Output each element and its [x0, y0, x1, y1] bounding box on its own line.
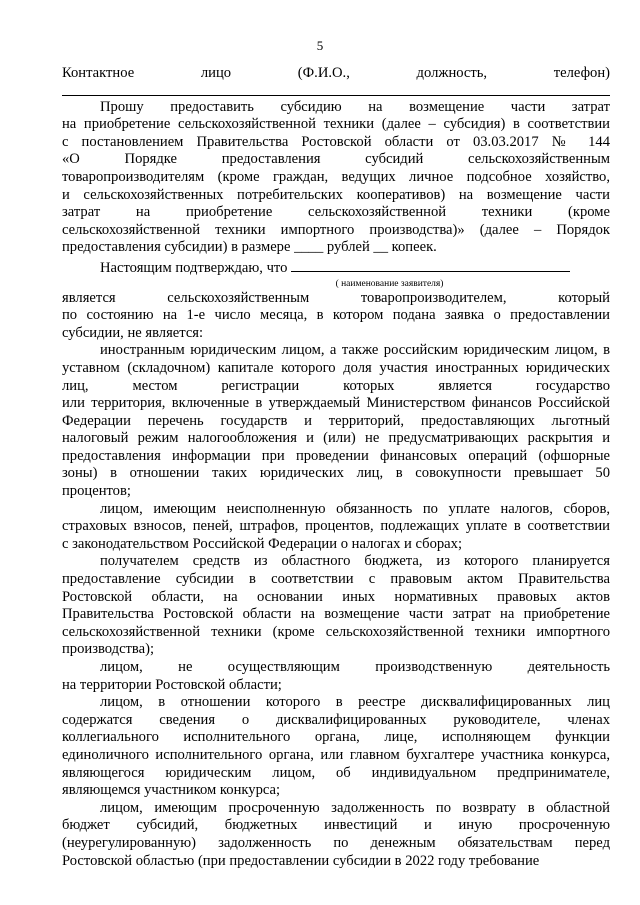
request-line: сельскохозяйственной техники импортного производства)» (далее – Порядок — [62, 221, 610, 238]
criteria-line: лицом, в отношении которого в реестре дисквалифицированных лиц — [100, 694, 610, 711]
criteria-line: получателем средств из областного бюджета, из которого планируется — [100, 553, 610, 570]
request-line: на приобретение сельскохозяйственной техники (далее – субсидия) в соответствии — [62, 116, 610, 133]
criteria-item — [62, 694, 610, 800]
document-body — [62, 65, 610, 870]
request-line: товаропроизводителям (кроме граждан, ведущих личное подсобное хозяйство, — [62, 168, 610, 185]
status-line: по состоянию на 1-е число месяца, в котором подана заявка о предоставлении — [62, 307, 610, 324]
page-number: 5 — [316, 38, 324, 53]
criteria-item — [62, 800, 610, 870]
criteria-line: Правительства Ростовской области на возмещение части затрат на приобретение — [62, 606, 610, 623]
request-line: и сельскохозяйственных потребительских кооперативов) на возмещение части — [62, 186, 610, 203]
criteria-line: лиц, местом регистрации которых является государство — [62, 377, 610, 394]
criteria-line: являющемся участником конкурса; — [62, 782, 281, 799]
criteria-line: лицом, не осуществляющим производственную деятельность — [100, 659, 610, 675]
criteria-line: единоличного исполнительного органа, или главном бухгалтере участника конкурса, — [62, 746, 610, 763]
applicant-caption: ( наименование заявителя) — [335, 278, 444, 289]
status-paragraph — [62, 290, 610, 343]
request-line: «О Порядке предоставления субсидий сельскохозяйственным — [62, 151, 610, 168]
contact-underline — [62, 83, 610, 96]
criteria-line: зоны) в отношении таких юридических лиц, в совокупности превышает 50 — [62, 465, 610, 482]
status-line: является сельскохозяйственным товаропроизводителем, который — [62, 289, 610, 306]
contact-person-line: Контактное лицо (Ф.И.О., должность, телефон) — [62, 65, 610, 81]
criteria-line: (неурегулированную) задолженность по денежным обязательствам перед — [62, 834, 610, 851]
criteria-line: с законодательством Российской Федерации о налогах и сборах; — [62, 535, 463, 552]
status-line: субсидии, не является: — [62, 324, 204, 341]
criteria-line: Федерации перечень государств и территорий, предоставляющих льготный — [62, 412, 610, 429]
criteria-line: содержатся сведения о дисквалифицированных руководителе, членах — [62, 711, 610, 728]
applicant-name-field — [291, 257, 570, 272]
criteria-item — [62, 553, 610, 659]
request-paragraph — [62, 99, 610, 257]
criteria-line: лицом, имеющим неисполненную обязанность по уплате налогов, сборов, — [100, 500, 610, 517]
criteria-item — [62, 342, 610, 500]
request-line: предоставления субсидии) в размере ____ рублей __ копеек. — [62, 239, 437, 256]
criteria-line: на территории Ростовской области; — [62, 676, 282, 693]
request-line: Прошу предоставить субсидию на возмещение части затрат — [100, 98, 610, 115]
criteria-line: или территория, включенные в утверждаемый Министерством финансов Российской — [62, 395, 610, 412]
confirmation-line — [62, 257, 610, 278]
criteria-line: иностранным юридическим лицом, а также российским юридическим лицом, в — [100, 342, 610, 359]
criteria-line: налоговый режим налогообложения и (или) не предусматривающих раскрытия и — [62, 430, 610, 447]
criteria-line: бюджет субсидий, бюджетных инвестиций и иную просроченную — [62, 817, 610, 834]
criteria-line: сельскохозяйственной техники (кроме сельскохозяйственной техники импортного — [62, 623, 610, 640]
confirmation-prefix: Настоящим подтверждаю, что — [100, 259, 288, 276]
criteria-line: уставном (складочном) капитале которого доля участия иностранных юридических — [62, 359, 610, 376]
criteria-line: лицом, имеющим просроченную задолженность по возврату в областной — [100, 799, 610, 816]
criteria-line: являющегося юридическим лицом, об индивидуальном предпринимателе, — [62, 764, 610, 781]
criteria-line: страховых взносов, пеней, штрафов, процентов, подлежащих уплате в соответствии — [62, 518, 610, 535]
request-line: затрат на приобретение сельскохозяйственной техники (кроме — [62, 204, 610, 221]
request-line: с постановлением Правительства Ростовской области от 03.03.2017 № 144 — [62, 133, 610, 150]
criteria-line: производства); — [62, 641, 155, 658]
criteria-list — [62, 342, 610, 870]
criteria-item — [62, 501, 610, 554]
criteria-line: предоставление субсидии в соответствии с правовым актом Правительства — [62, 571, 610, 588]
criteria-line: процентов; — [62, 483, 131, 500]
criteria-line: коллегиального исполнительного органа, лице, исполняющем функции — [62, 729, 610, 746]
criteria-line: Ростовской областью (при предоставлении субсидии в 2022 году требование — [62, 852, 540, 869]
criteria-item — [62, 659, 610, 694]
criteria-line: Ростовской области, на основании иных нормативных правовых актов — [62, 588, 610, 605]
criteria-line: предоставления информации при проведении финансовых операций (офшорные — [62, 447, 610, 464]
